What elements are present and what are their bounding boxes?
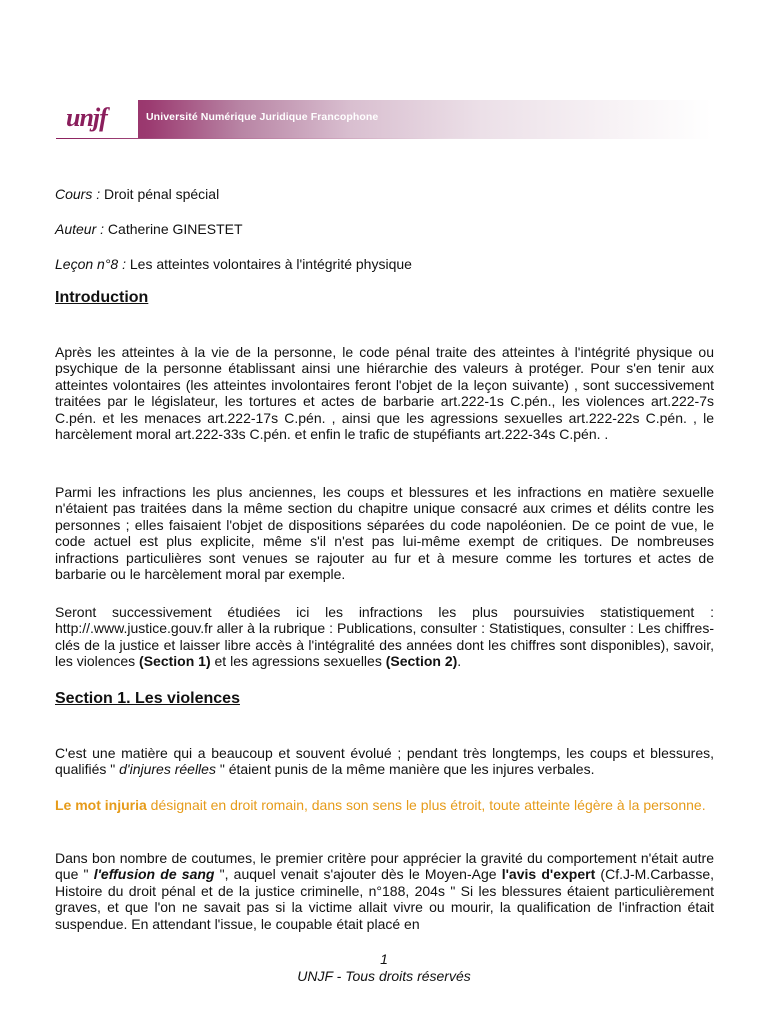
author-line [55, 221, 243, 237]
s1-p2-rest: désignait en droit romain, dans son sens le plus étroit, toute atteinte légère à la personne. [146, 797, 706, 813]
s1-p1-a: C'est une matière qui a beaucoup et souvent évolué ; pendant très longtemps, les coups et blessures, qualifiés " [55, 745, 714, 778]
introduction-heading: Introduction [55, 289, 149, 306]
course-line [55, 186, 219, 202]
page-number: 1 [380, 951, 388, 967]
lesson-line [55, 256, 412, 272]
footer-rights: UNJF - Tous droits réservés [297, 968, 471, 984]
institution-name: Université Numérique Juridique Francophone [146, 111, 379, 123]
author-value: Catherine GINESTET [104, 221, 243, 237]
header-rule [56, 138, 712, 139]
s1-p1-b: " étaient punis de la même manière que les injures verbales. [215, 761, 595, 778]
intro-paragraph-1: Après les atteintes à la vie de la personne, le code pénal traite des atteintes à l'intégrité physique ou psychique de la personne établissant ainsi une hiérarchie des valeurs à protéger. Pour s'en tenir aux atteintes volontaires (les atteintes involontaires feront l'objet de la leçon suivante) , sont successivement traitées par le législateur, les tortures et actes de barbarie art.222-1s C.pén., les violences art.222-7s C.pén. et les menaces art.222-17s C.pén. , ainsi que les agressions sexuelles art.222-22s C.pén. , le harcèlement moral art.222-33s C.pén. et enfin le trafic de stupéfiants art.222-34s C.pén. . [55, 344, 714, 443]
section-1-heading: Section 1. Les violences [55, 690, 240, 707]
author-label: Auteur : [55, 221, 105, 237]
s1-p1-italic: d'injures réelles [119, 761, 216, 778]
section-1-ref: (Section 1) [139, 653, 211, 670]
s1-p2-bold: Le mot injuria [55, 797, 147, 813]
section-1-paragraph-3 [55, 850, 714, 932]
lesson-value: Les atteintes volontaires à l'intégrité physique [125, 256, 412, 272]
intro-paragraph-2: Parmi les infractions les plus anciennes, les coups et blessures et les infractions en matière sexuelle n'étaient pas traitées dans la même section du chapitre unique consacré aux crimes et délits contre les personnes ; elles faisaient l'objet de dispositions séparées du code napoléonien. De ce point de vue, le code actuel est plus explicite, même s'il n'est pas lui-même exempt de critiques. De nombreuses infractions particulières sont venues se rajouter au fur et à mesure comme les tortures et actes de barbarie ou le harcèlement moral par exemple. [55, 484, 714, 583]
s1-p3-a: Dans bon nombre de coutumes, le premier critère pour apprécier la gravité du comportement n'était autre que " [55, 850, 714, 883]
s1-p3-bold: l'avis d'expert [501, 866, 596, 883]
s1-p3-bold-italic: l'effusion de sang [93, 866, 215, 883]
s1-p3-b: ", auquel venait s'ajouter dès le Moyen-Age [214, 866, 502, 883]
header-banner [56, 100, 712, 138]
intro-p3-mid: et les agressions sexuelles [210, 653, 386, 670]
s1-p3-c: (Cf.J-M.Carbasse, Histoire du droit pénal et de la justice criminelle, n°188, 204s " Si les blessures étaient particulièrement graves, et que l'on ne savait pas si la victime allait vivre ou mourir, la qualification de l'infraction était suspendue. En attendant l'issue, le coupable était placé en [55, 866, 715, 932]
logo-text: unjf [66, 103, 107, 132]
unjf-logo [56, 100, 138, 138]
lesson-label: Leçon n°8 : [55, 256, 126, 272]
course-label: Cours : [55, 186, 101, 202]
course-value: Droit pénal spécial [100, 186, 220, 202]
intro-paragraph-3 [55, 604, 714, 670]
intro-p3-end: . [457, 653, 462, 670]
section-1-paragraph-1 [55, 745, 714, 778]
section-1-paragraph-2 [55, 797, 714, 813]
intro-p3-text: Seront successivement étudiées ici les infractions les plus poursuivies statistiquement : http://.www.justice.gouv.fr aller à la rubrique : Publications, consulter : Statistiques, consulter : Les chiffres-clés de la justice et laisser libre accès à l'intégralité des années dont les chiffres sont disponibles), savoir, les violences [55, 604, 714, 670]
section-2-ref: (Section 2) [385, 653, 458, 670]
